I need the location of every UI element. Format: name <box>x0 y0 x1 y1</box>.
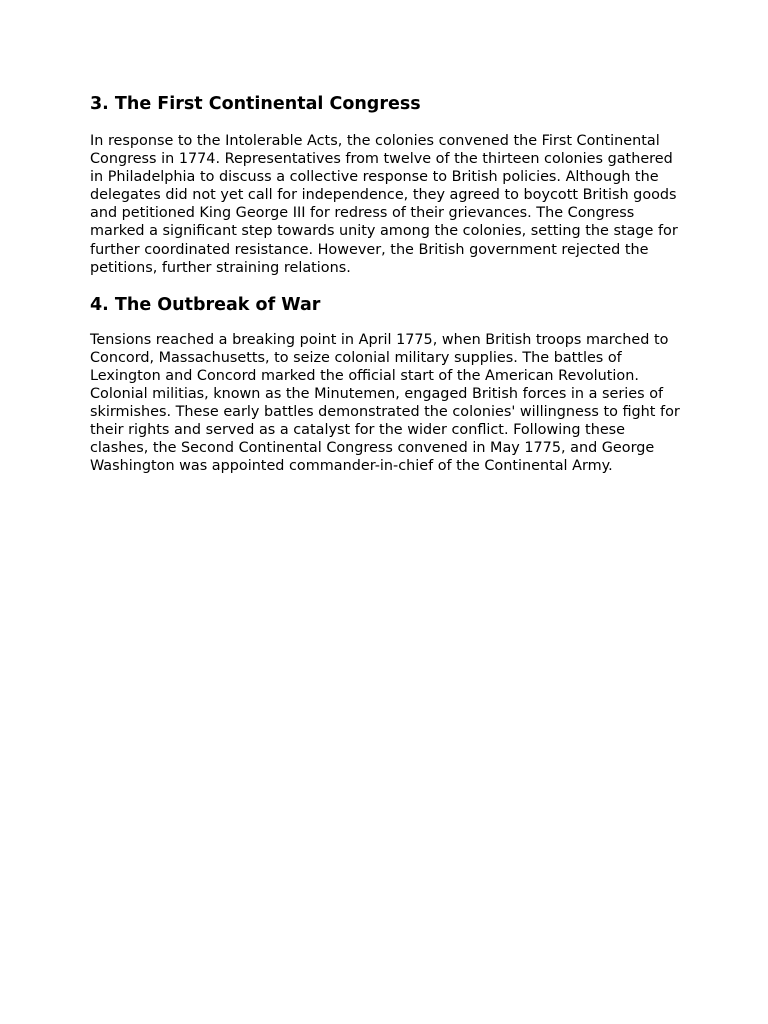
section-paragraph: In response to the Intolerable Acts, the colonies convened the First Continental Congress in 1774. Representatives from twelve of the thirteen colonies gathered in Philadelphia to discuss a collective response to British policies. Although the delegates did not yet call for independence, they agreed to boycott British goods and petitioned King George III for redress of their grievances. The Congress marked a significant step towards unity among the colonies, setting the stage for further coordinated resistance. However, the British government rejected the petitions, further straining relations. <box>90 133 678 276</box>
section-heading: 3. The First Continental Congress <box>90 94 421 114</box>
section-first-continental-congress <box>90 92 680 277</box>
document-page <box>90 92 680 476</box>
section-heading: 4. The Outbreak of War <box>90 294 321 315</box>
section-paragraph: Tensions reached a breaking point in April 1775, when British troops marched to Concord, Massachusetts, to seize colonial military supplies. The battles of Lexington and Concord marked the official start of the American Revolution. Colonial militias, known as the Minutemen, engaged British forces in a series of skirmishes. These early battles demonstrated the colonies' willingness to fight for their rights and served as a catalyst for the wider conflict. Following these clashes, the Second Continental Congress convened in May 1775, and George Washington was appointed commander-in-chief of the Continental Army. <box>90 331 680 475</box>
section-outbreak-of-war <box>90 293 680 476</box>
